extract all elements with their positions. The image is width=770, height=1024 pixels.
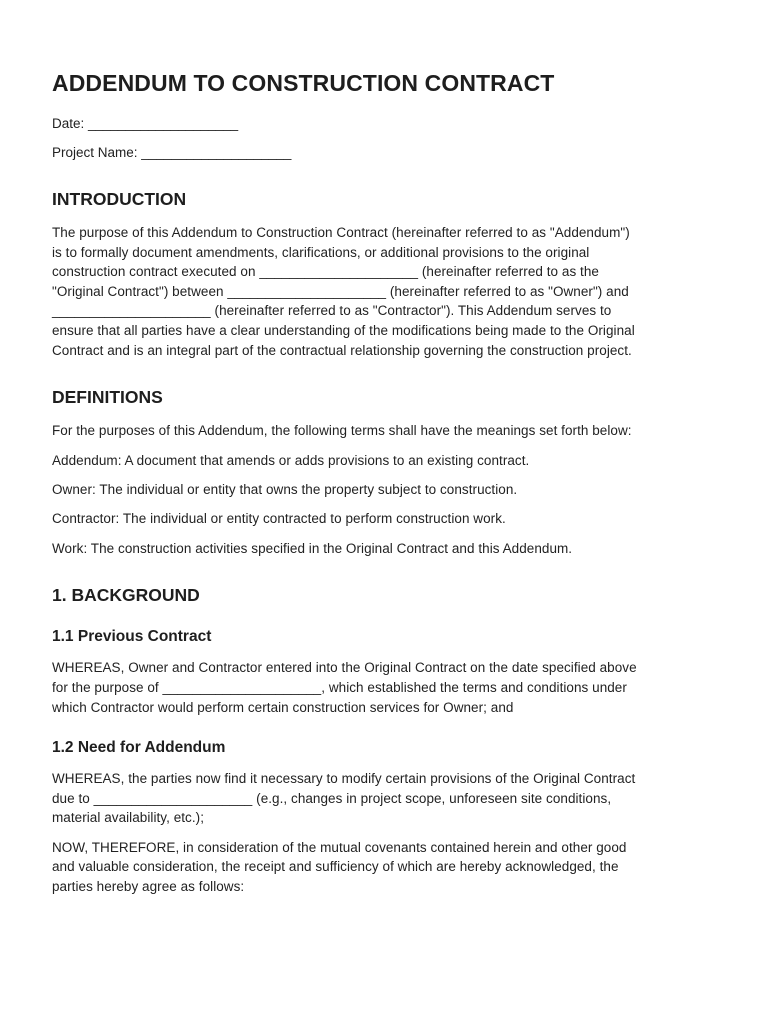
background-heading: 1. BACKGROUND — [52, 585, 200, 606]
project-name-field: Project Name: ____________________ — [52, 145, 292, 160]
previous-contract-line: for the purpose of _____________________, which established the terms and conditions under — [52, 679, 627, 695]
definition-addendum: Addendum: A document that amends or adds provisions to an existing contract. — [52, 452, 530, 468]
definition-contractor: Contractor: The individual or entity contracted to perform construction work. — [52, 511, 506, 527]
now-therefore-line: NOW, THEREFORE, in consideration of the mutual covenants contained herein and other good — [52, 839, 627, 855]
previous-contract-line: which Contractor would perform certain construction services for Owner; and — [52, 699, 514, 715]
definition-owner: Owner: The individual or entity that owns the property subject to construction. — [52, 481, 518, 497]
definition-work: Work: The construction activities specified in the Original Contract and this Addendum. — [52, 540, 573, 556]
date-field: Date: ____________________ — [52, 116, 239, 131]
intro-line: Contract and is an integral part of the contractual relationship governing the construction project. — [52, 342, 632, 358]
intro-line: ensure that all parties have a clear understanding of the modifications being made to the Original — [52, 322, 635, 338]
introduction-heading: INTRODUCTION — [52, 189, 187, 209]
previous-contract-paragraph — [52, 658, 730, 717]
intro-line: _____________________ (hereinafter referred to as "Contractor"). This Addendum serves to — [52, 303, 612, 319]
definitions-heading: DEFINITIONS — [52, 387, 163, 408]
intro-line: is to formally document amendments, clarifications, or additional provisions to the original — [52, 244, 590, 260]
intro-line: The purpose of this Addendum to Construction Contract (hereinafter referred to as "Addendum") — [52, 225, 630, 240]
intro-line: construction contract executed on _____________________ (hereinafter referred to as the — [52, 264, 599, 280]
previous-contract-heading: 1.1 Previous Contract — [52, 628, 212, 646]
need-line: WHEREAS, the parties now find it necessary to modify certain provisions of the Original Contract — [52, 771, 636, 787]
need-line: material availability, etc.); — [52, 810, 204, 826]
now-therefore-paragraph — [52, 838, 730, 897]
need-for-addendum-heading: 1.2 Need for Addendum — [52, 739, 226, 757]
need-line: due to _____________________ (e.g., changes in project scope, unforeseen site conditions, — [52, 790, 612, 806]
intro-line: "Original Contract") between _____________________ (hereinafter referred to as "Owner") and — [52, 283, 629, 299]
document-title: ADDENDUM TO CONSTRUCTION CONTRACT — [52, 70, 555, 96]
need-for-addendum-paragraph — [52, 769, 730, 828]
now-therefore-line: and valuable consideration, the receipt and sufficiency of which are hereby acknowledged, the — [52, 859, 619, 875]
now-therefore-line: parties hereby agree as follows: — [52, 879, 245, 895]
introduction-paragraph — [52, 223, 730, 360]
previous-contract-line: WHEREAS, Owner and Contractor entered into the Original Contract on the date specified above — [52, 660, 637, 676]
definitions-intro: For the purposes of this Addendum, the following terms shall have the meanings set forth below: — [52, 423, 632, 439]
